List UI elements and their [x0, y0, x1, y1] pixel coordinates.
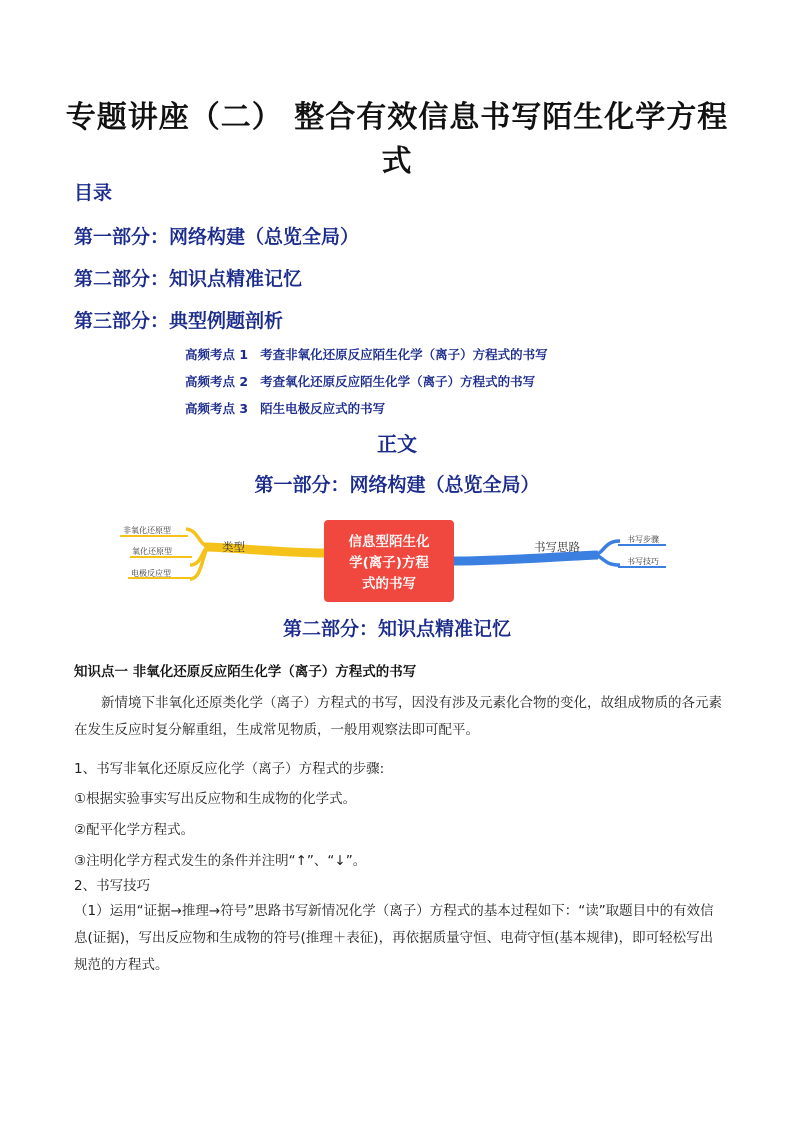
mindmap-leaf-steps: 书写步骤: [627, 535, 659, 544]
mindmap-center-line2: 学(离子)方程: [349, 555, 429, 571]
mindmap-leaf-redox: 氧化还原型: [132, 547, 172, 556]
toc-subitem-3[interactable]: [185, 399, 385, 417]
toc-subitem-text: 考查非氧化还原反应陌生化学（离子）方程式的书写: [260, 347, 548, 362]
part1-heading: 第一部分：网络构建（总览全局）: [254, 474, 540, 496]
toc-item-part1[interactable]: 第一部分：网络构建（总览全局）: [74, 226, 360, 248]
mindmap-right-branch-label: 书写思路: [534, 540, 580, 554]
body-heading: 正文: [377, 432, 417, 456]
toc-subitem-text: 陌生电极反应式的书写: [260, 401, 386, 416]
mindmap-leaf-electrode: 电极反应型: [131, 569, 171, 578]
mindmap-leaf-tips: 书写技巧: [627, 557, 659, 566]
steps-title: 1、书写非氧化还原反应化学（离子）方程式的步骤:: [74, 761, 385, 777]
step-2: ②配平化学方程式。: [74, 822, 195, 838]
tips-title: 2、书写技巧: [74, 878, 151, 894]
toc-subitem-1[interactable]: [185, 345, 548, 363]
step-3: ③注明化学方程式发生的条件并注明“↑”、“↓”。: [74, 853, 367, 869]
toc-subitem-code: 高频考点 1: [185, 347, 249, 362]
toc-subitem-text: 考查氧化还原反应陌生化学（离子）方程式的书写: [260, 374, 536, 389]
toc-subitem-code: 高频考点 3: [185, 401, 249, 416]
mindmap-left-branch-label: 类型: [222, 540, 245, 554]
toc-item-part3[interactable]: 第三部分：典型例题剖析: [74, 310, 284, 332]
toc-subitem-2[interactable]: [185, 372, 535, 390]
step-1: ①根据实验事实写出反应物和生成物的化学式。: [74, 791, 357, 807]
mindmap-center-line3: 式的书写: [362, 576, 416, 592]
toc-heading: 目录: [74, 182, 113, 204]
knowledge-point-heading: 知识点一 非氧化还原反应陌生化学（离子）方程式的书写: [74, 664, 417, 680]
mindmap-diagram: [110, 515, 690, 605]
mindmap-center-line1: 信息型陌生化: [348, 534, 430, 550]
toc-subitem-code: 高频考点 2: [185, 374, 249, 389]
page-title: 专题讲座（二） 整合有效信息书写陌生化学方程式: [65, 100, 729, 179]
part2-heading: 第二部分：知识点精准记忆: [282, 618, 511, 640]
knowledge-intro: 新情境下非氧化还原类化学（离子）方程式的书写，因没有涉及元素化合物的变化，故组成物质的各元素在发生反应时复分解重组，生成常见物质，一般用观察法即可配平。: [74, 695, 722, 738]
tip-1: （1）运用“证据→推理→符号”思路书写新情况化学（离子）方程式的基本过程如下：“读”取题目中的有效信息(证据)，写出反应物和生成物的符号(推理＋表征)，再依据质量守恒、电荷守恒(基本规律)，即可轻松写出规范的方程式。: [74, 903, 714, 973]
toc-item-part2[interactable]: 第二部分：知识点精准记忆: [74, 268, 303, 290]
mindmap-leaf-nonredox: 非氧化还原型: [123, 526, 171, 535]
